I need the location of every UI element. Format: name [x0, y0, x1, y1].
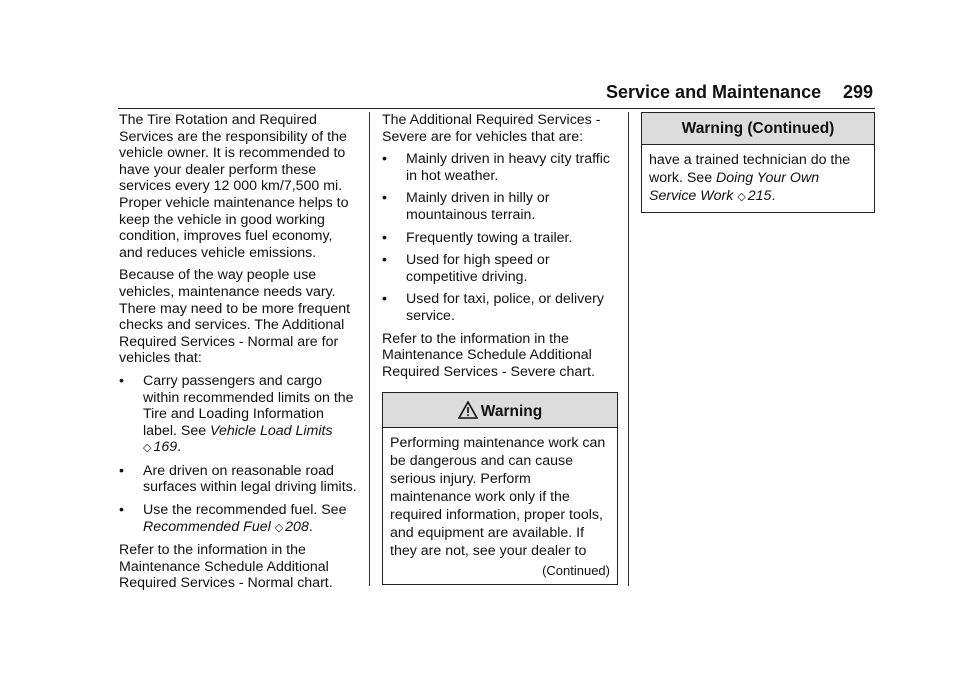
bullet-dot: •: [382, 252, 387, 269]
column-divider-2: [628, 112, 629, 586]
column-1: [119, 112, 357, 598]
page-ref-icon: ◇: [737, 190, 746, 203]
section-title: Service and Maintenance: [606, 82, 822, 102]
link-recommended-fuel[interactable]: Recommended Fuel: [143, 518, 271, 535]
page-ref-icon: ◇: [143, 442, 152, 455]
bullet-text: Used for taxi, police, or delivery service.: [406, 291, 604, 324]
list-item: [382, 252, 618, 285]
warning-title: Warning: [480, 403, 543, 421]
bullet-text: Are driven on reasonable road surfaces within legal driving limits.: [143, 462, 357, 496]
page-ref-icon: ◇: [274, 521, 284, 534]
warning-triangle-icon: [458, 401, 478, 419]
bullet-dot: •: [119, 462, 124, 479]
list-item: [382, 190, 618, 223]
warning-box: [382, 392, 618, 585]
bullet-text: Carry passengers and cargo within recommended limits on the Tire and Loading Information label. See: [143, 372, 354, 439]
link-vehicle-load-limits[interactable]: Vehicle Load Limits: [210, 422, 333, 439]
paragraph-normal-chart-ref: Refer to the information in the Maintenance Schedule Additional Required Services - Normal chart.: [119, 542, 333, 592]
paragraph-severe-chart-ref: Refer to the information in the Maintenance Schedule Additional Required Services - Severe chart.: [382, 330, 595, 380]
warning-continued-text: have a trained technician do the work. See: [649, 151, 851, 186]
page-ref-number[interactable]: 215: [747, 187, 772, 204]
bullet-dot: •: [119, 502, 124, 519]
bullet-text: Use the recommended fuel. See: [143, 502, 347, 519]
bullet-text: Mainly driven in heavy city traffic in hot weather.: [406, 151, 610, 184]
warning-continued-box: [641, 112, 875, 213]
header-rule: [118, 108, 875, 109]
paragraph-severe-intro: The Additional Required Services - Severe are for vehicles that are:: [382, 112, 601, 145]
column-divider-1: [369, 112, 370, 586]
page-ref-number[interactable]: 169: [153, 439, 178, 456]
continued-label: (Continued): [542, 562, 610, 578]
bullet-text: Frequently towing a trailer.: [406, 229, 573, 246]
paragraph-intro: The Tire Rotation and Required Services are the responsibility of the vehicle owner. It is recommended to have your dealer perform these services every 12 000 km/7,500 mi. Proper vehicle maintenance helps to keep the vehicle in good working condition, improves fuel economy, and reduces vehicle emissions.: [119, 112, 349, 261]
column-2: [382, 112, 618, 585]
warning-header: [383, 393, 617, 428]
bullet-dot: •: [382, 151, 387, 168]
column-3: [641, 112, 875, 213]
page-ref-number[interactable]: 208: [285, 518, 309, 535]
link-doing-your-own-service-work[interactable]: Doing Your Own Service Work: [649, 169, 820, 204]
paragraph-normal-intro: Because of the way people use vehicles, maintenance needs vary. There may need to be more frequent checks and services. The Additional Required Services - Normal are for vehicles that:: [119, 267, 351, 367]
warning-continued-header: Warning (Continued): [642, 113, 874, 145]
warning-body: [383, 428, 617, 584]
page-number: 299: [842, 82, 873, 102]
warning-text: Performing maintenance work can be dangerous and can cause serious injury. Perform maintenance work only if the required information, proper tools, and equipment are available. If they are not, see your dealer to: [390, 434, 606, 559]
bullet-text: Mainly driven in hilly or mountainous terrain.: [406, 190, 550, 223]
list-item: • Use the recommended fuel. See Recommended Fuel ◇ 208.: [119, 502, 347, 535]
list-item: [382, 151, 618, 184]
bullet-dot: •: [382, 190, 387, 207]
warning-continued-body: have a trained technician do the work. See Doing Your Own Service Work ◇ 215.: [649, 151, 851, 204]
list-item: [119, 463, 357, 496]
bullet-dot: •: [119, 372, 124, 389]
list-item: • Carry passengers and cargo within recommended limits on the Tire and Loading Information label. See Vehicle Load Limits ◇ 169.: [119, 372, 354, 456]
list-item: [382, 291, 618, 324]
list-item: [382, 230, 618, 247]
bullet-text: Used for high speed or competitive driving.: [406, 252, 550, 285]
bullet-dot: •: [382, 229, 387, 246]
bullet-dot: •: [382, 291, 387, 308]
